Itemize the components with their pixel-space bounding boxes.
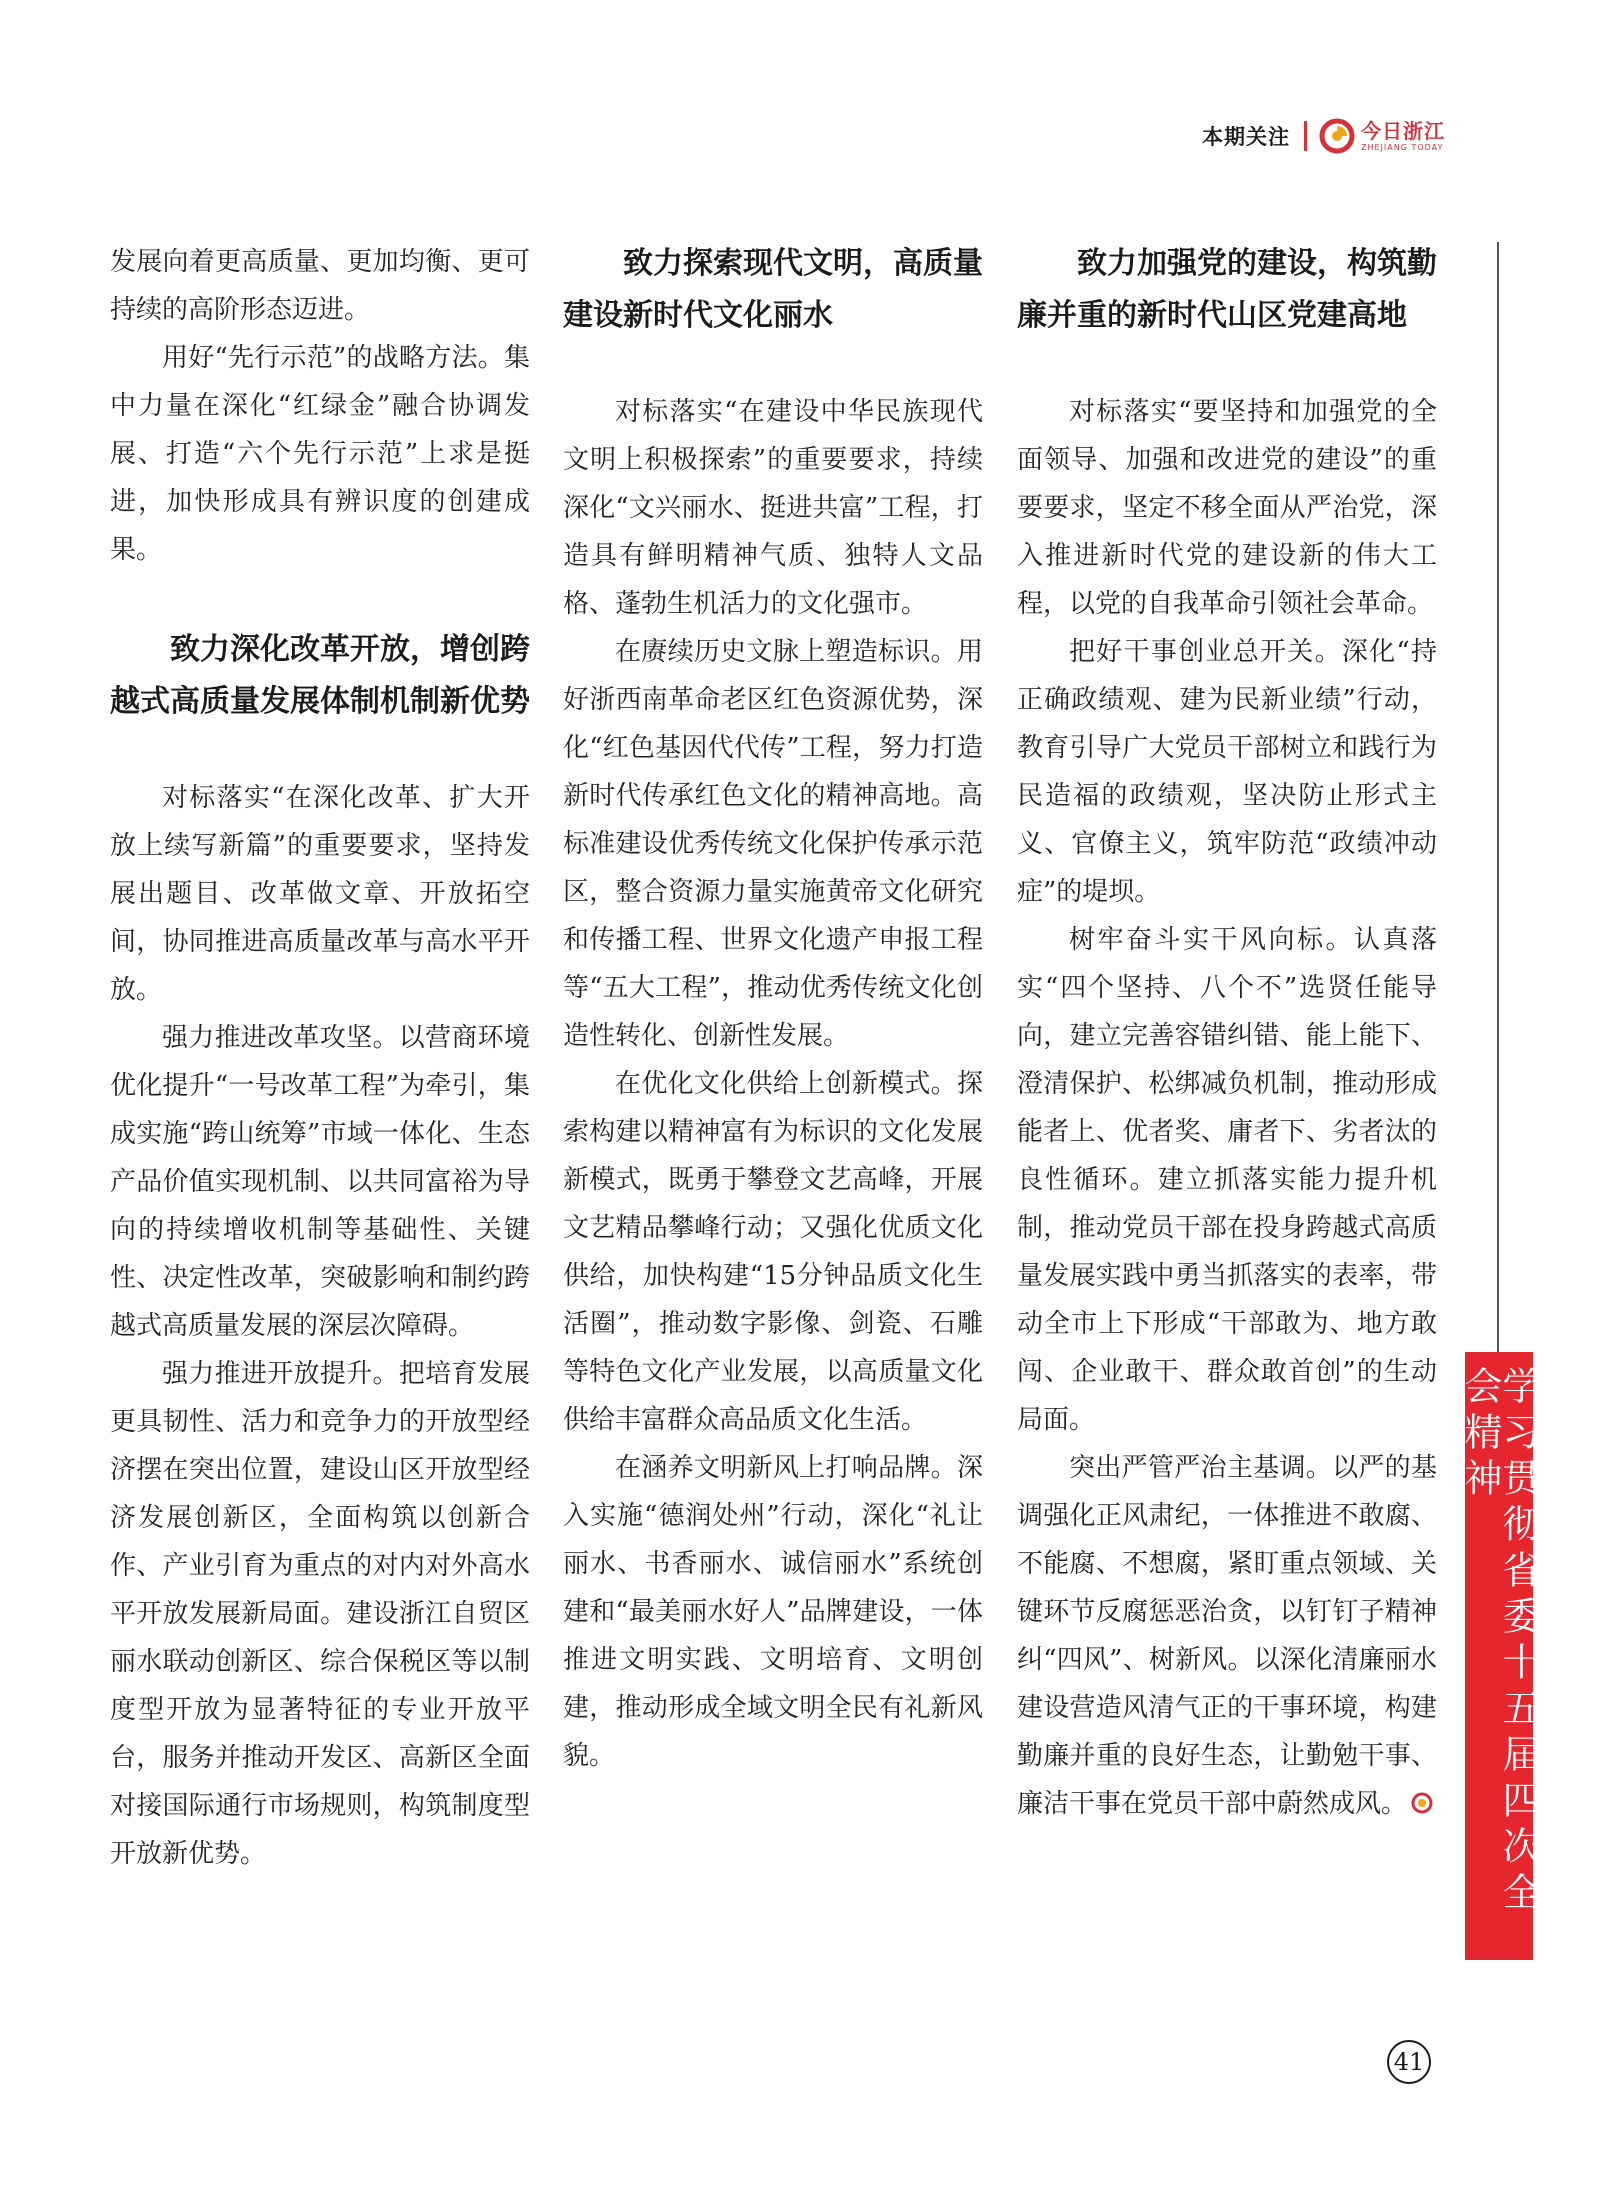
- side-banner-text: 学习贯彻省委十五届四次全会精神: [1458, 1366, 1540, 1918]
- logo-text: 今日浙江: [1361, 118, 1445, 143]
- page-header: [1202, 118, 1445, 154]
- paragraph: 对标落实“要坚持和加强党的全面领导、加强和改进党的建设”的重要要求，坚定不移全面从严治党，深入推进新时代党的建设新的伟大工程，以党的自我革命引领社会革命。: [1017, 397, 1437, 619]
- paragraph: 强力推进改革攻坚。以营商环境优化提升“一号改革工程”为牵引，集成实施“跨山统筹”市域一体化、生态产品价值实现机制、以共同富裕为导向的持续增收机制等基础性、关键性、决定性改革，突破影响和制约跨越式高质量发展的深层次障碍。: [110, 1023, 530, 1341]
- section-heading: 致力探索现代文明，高质量建设新时代文化丽水: [563, 246, 983, 333]
- paragraph: 对标落实“在建设中华民族现代文明上积极探索”的重要要求，持续深化“文兴丽水、挺进共富”工程，打造具有鲜明精神气质、独特人文品格、蓬勃生机活力的文化强市。: [563, 397, 983, 619]
- paragraph: 用好“先行示范”的战略方法。集中力量在深化“红绿金”融合协调发展、打造“六个先行示范”上求是挺进，加快形成具有辨识度的创建成果。: [110, 343, 530, 565]
- paragraph: 在优化文化供给上创新模式。探索构建以精神富有为标识的文化发展新模式，既勇于攀登文艺高峰，开展文艺精品攀峰行动；又强化优质文化供给，加快构建“15分钟品质文化生活圈”，推动数字影像、剑瓷、石雕等特色文化产业发展，以高质量文化供给丰富群众高品质文化生活。: [563, 1069, 983, 1435]
- paragraph: 在涵养文明新风上打响品牌。深入实施“德润处州”行动，深化“礼让丽水、书香丽水、诚信丽水”系统创建和“最美丽水好人”品牌建设，一体推进文明实践、文明培育、文明创建，推动形成全域文明全民有礼新风貌。: [563, 1453, 983, 1771]
- paragraph: 在赓续历史文脉上塑造标识。用好浙西南革命老区红色资源优势，深化“红色基因代代传”工程，努力打造新时代传承红色文化的精神高地。高标准建设优秀传统文化保护传承示范区，整合资源力量实施黄帝文化研究和传播工程、世界文化遗产申报工程等“五大工程”，推动优秀传统文化创造性转化、创新性发展。: [563, 637, 983, 1051]
- paragraph: 强力推进开放提升。把培育发展更具韧性、活力和竞争力的开放型经济摆在突出位置，建设山区开放型经济发展创新区，全面构筑以创新合作、产业引育为重点的对内对外高水平开放发展新局面。建设浙江自贸区丽水联动创新区、综合保税区等以制度型开放为显著特征的专业开放平台，服务并推动开发区、高新区全面对接国际通行市场规则，构筑制度型开放新优势。: [110, 1359, 530, 1869]
- end-mark-icon: [1411, 1792, 1433, 1814]
- paragraph: 对标落实“在深化改革、扩大开放上续写新篇”的重要要求，坚持发展出题目、改革做文章、开放拓空间，协同推进高质量改革与高水平开放。: [110, 783, 530, 1005]
- side-rule: [1497, 242, 1499, 1352]
- column-1: [110, 238, 530, 1878]
- magazine-logo: [1319, 118, 1445, 154]
- section-heading: 致力加强党的建设，构筑勤廉并重的新时代山区党建高地: [1017, 246, 1437, 333]
- column-2: [563, 238, 983, 1780]
- header-divider: [1304, 121, 1307, 151]
- logo-swirl-icon: [1319, 118, 1355, 154]
- logo-subtext: ZHEJIANG TODAY: [1361, 142, 1444, 152]
- side-banner: [1458, 1352, 1540, 1960]
- paragraph: 发展向着更高质量、更加均衡、更可持续的高阶形态迈进。: [110, 247, 530, 325]
- paragraph: [1017, 1444, 1437, 1828]
- paragraph-text: 突出严管严治主基调。以严的基调强化正风肃纪，一体推进不敢腐、不能腐、不想腐，紧盯重点领域、关键环节反腐惩恶治贪，以钉钉子精神纠“四风”、树新风。以深化清廉丽水建设营造风清气正的干事环境，构建勤廉并重的良好生态，让勤勉干事、廉洁干事在党员干部中蔚然成风。: [1017, 1453, 1437, 1819]
- paragraph: 树牢奋斗实干风向标。认真落实“四个坚持、八个不”选贤任能导向，建立完善容错纠错、能上能下、澄清保护、松绑减负机制，推动形成能者上、优者奖、庸者下、劣者汰的良性循环。建立抓落实能力提升机制，推动党员干部在投身跨越式高质量发展实践中勇当抓落实的表率，带动全市上下形成“干部敢为、地方敢闯、企业敢干、群众敢首创”的生动局面。: [1017, 925, 1437, 1435]
- page-number: 41: [1387, 2040, 1431, 2084]
- paragraph: 把好干事创业总开关。深化“持正确政绩观、建为民新业绩”行动，教育引导广大党员干部树立和践行为民造福的政绩观，坚决防止形式主义、官僚主义，筑牢防范“政绩冲动症”的堤坝。: [1017, 637, 1437, 907]
- column-3: [1017, 238, 1437, 1828]
- section-label: 本期关注: [1202, 125, 1290, 149]
- section-heading: 致力深化改革开放，增创跨越式高质量发展体制机制新优势: [110, 632, 530, 719]
